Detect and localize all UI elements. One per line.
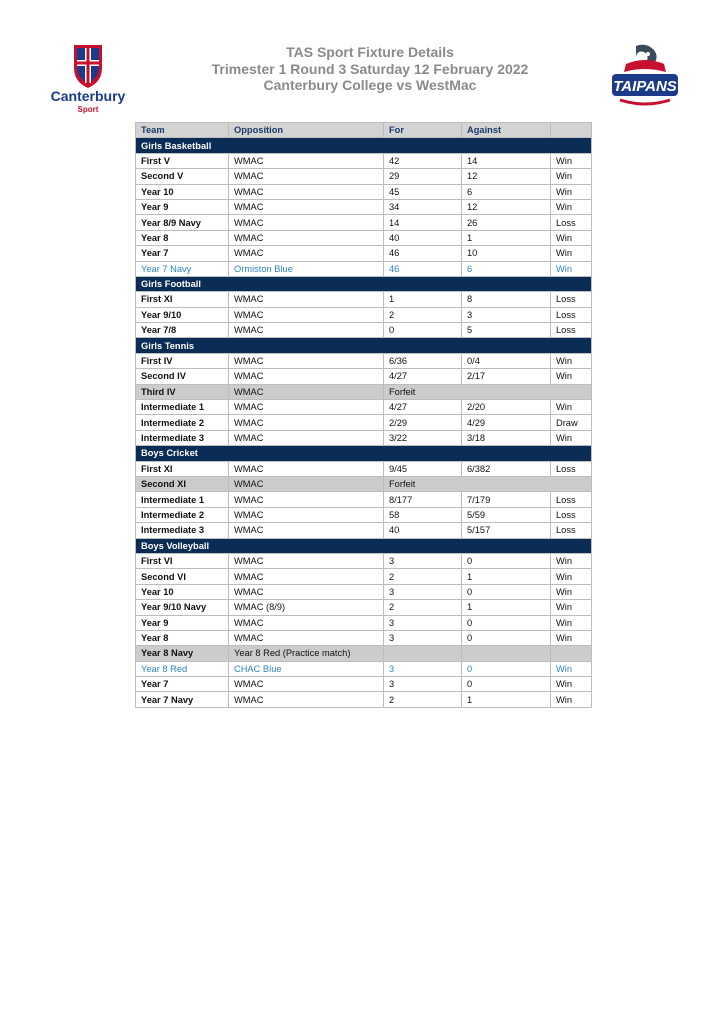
against-cell: 2/20 xyxy=(462,400,551,415)
column-header-result xyxy=(551,123,592,138)
for-cell: 3 xyxy=(384,630,462,645)
for-cell: 8/177 xyxy=(384,492,462,507)
result-cell: Win xyxy=(551,230,592,245)
table-row xyxy=(136,430,592,445)
against-cell: 8 xyxy=(462,292,551,307)
table-row xyxy=(136,323,592,338)
opposition-cell: Ormiston Blue xyxy=(229,261,384,276)
for-cell: 4/27 xyxy=(384,369,462,384)
opposition-cell: WMAC xyxy=(229,692,384,707)
against-cell: 12 xyxy=(462,199,551,214)
opposition-cell: WMAC (8/9) xyxy=(229,600,384,615)
for-cell: 3 xyxy=(384,553,462,568)
against-cell: 1 xyxy=(462,600,551,615)
result-cell: Loss xyxy=(551,523,592,538)
opposition-cell: CHAC Blue xyxy=(229,661,384,676)
round-subtitle: Trimester 1 Round 3 Saturday 12 February 2022 xyxy=(211,60,529,77)
against-cell: 12 xyxy=(462,169,551,184)
logo-left-subtext: Sport xyxy=(77,105,99,114)
table-row xyxy=(136,415,592,430)
against-cell xyxy=(462,646,551,661)
against-cell: 7/179 xyxy=(462,492,551,507)
table-row xyxy=(136,476,592,491)
for-cell: 29 xyxy=(384,169,462,184)
opposition-cell: WMAC xyxy=(229,184,384,199)
opposition-cell: WMAC xyxy=(229,169,384,184)
against-cell: 10 xyxy=(462,246,551,261)
against-cell: 26 xyxy=(462,215,551,230)
opposition-cell: WMAC xyxy=(229,199,384,214)
section-title: Girls Football xyxy=(136,276,592,291)
team-cell: Second XI xyxy=(136,476,229,491)
team-cell: Second VI xyxy=(136,569,229,584)
for-cell: 3 xyxy=(384,584,462,599)
team-cell: Year 7 Navy xyxy=(136,692,229,707)
team-cell: Year 10 xyxy=(136,584,229,599)
team-cell: Year 8 Red xyxy=(136,661,229,676)
against-cell: 0 xyxy=(462,615,551,630)
opposition-cell: WMAC xyxy=(229,353,384,368)
team-cell: Intermediate 1 xyxy=(136,400,229,415)
result-cell: Loss xyxy=(551,215,592,230)
opposition-cell: WMAC xyxy=(229,415,384,430)
against-cell: 14 xyxy=(462,153,551,168)
table-row xyxy=(136,461,592,476)
result-cell: Win xyxy=(551,153,592,168)
section-header-row xyxy=(136,538,592,553)
opposition-cell: WMAC xyxy=(229,630,384,645)
section-header-row xyxy=(136,446,592,461)
team-cell: Second V xyxy=(136,169,229,184)
against-cell: 5 xyxy=(462,323,551,338)
result-cell: Win xyxy=(551,184,592,199)
result-cell: Win xyxy=(551,630,592,645)
against-cell: 3/18 xyxy=(462,430,551,445)
against-cell: 6 xyxy=(462,184,551,199)
section-title: Boys Volleyball xyxy=(136,538,592,553)
table-row xyxy=(136,600,592,615)
column-header-for: For xyxy=(384,123,462,138)
team-cell: Year 9 xyxy=(136,199,229,214)
table-row xyxy=(136,215,592,230)
result-cell: Win xyxy=(551,615,592,630)
team-cell: Year 8 Navy xyxy=(136,646,229,661)
against-cell: 0 xyxy=(462,630,551,645)
opposition-cell: WMAC xyxy=(229,584,384,599)
opposition-cell: WMAC xyxy=(229,553,384,568)
team-cell: Year 7 xyxy=(136,246,229,261)
team-cell: Year 10 xyxy=(136,184,229,199)
table-row xyxy=(136,492,592,507)
team-cell: Year 7 xyxy=(136,677,229,692)
against-cell: 5/59 xyxy=(462,507,551,522)
against-cell: 5/157 xyxy=(462,523,551,538)
team-cell: Year 7 Navy xyxy=(136,261,229,276)
table-row xyxy=(136,507,592,522)
matchup-subtitle: Canterbury College vs WestMac xyxy=(263,77,477,93)
forfeit-note-cell: Forfeit xyxy=(384,384,592,399)
table-row xyxy=(136,677,592,692)
column-header-opposition: Opposition xyxy=(229,123,384,138)
result-cell: Win xyxy=(551,169,592,184)
team-cell: Intermediate 2 xyxy=(136,507,229,522)
canterbury-sport-logo xyxy=(44,42,132,114)
opposition-cell: WMAC xyxy=(229,246,384,261)
opposition-cell: WMAC xyxy=(229,569,384,584)
result-cell: Win xyxy=(551,353,592,368)
team-cell: First XI xyxy=(136,292,229,307)
result-cell: Loss xyxy=(551,323,592,338)
for-cell: 6/36 xyxy=(384,353,462,368)
table-row xyxy=(136,584,592,599)
opposition-cell: WMAC xyxy=(229,215,384,230)
section-title: Boys Cricket xyxy=(136,446,592,461)
table-row xyxy=(136,246,592,261)
opposition-cell: WMAC xyxy=(229,461,384,476)
table-row xyxy=(136,646,592,661)
result-cell: Win xyxy=(551,400,592,415)
table-row xyxy=(136,261,592,276)
team-cell: Intermediate 3 xyxy=(136,430,229,445)
against-cell: 3 xyxy=(462,307,551,322)
for-cell: 34 xyxy=(384,199,462,214)
opposition-cell: WMAC xyxy=(229,507,384,522)
for-cell: 2 xyxy=(384,307,462,322)
team-cell: Year 8/9 Navy xyxy=(136,215,229,230)
for-cell: 14 xyxy=(384,215,462,230)
result-cell: Win xyxy=(551,677,592,692)
opposition-cell: WMAC xyxy=(229,523,384,538)
opposition-cell: WMAC xyxy=(229,369,384,384)
result-cell: Win xyxy=(551,584,592,599)
against-cell: 0 xyxy=(462,553,551,568)
for-cell: 46 xyxy=(384,261,462,276)
opposition-cell: WMAC xyxy=(229,430,384,445)
opposition-cell: WMAC xyxy=(229,153,384,168)
table-row xyxy=(136,384,592,399)
table-row xyxy=(136,307,592,322)
against-cell: 1 xyxy=(462,230,551,245)
result-cell: Win xyxy=(551,369,592,384)
result-cell: Loss xyxy=(551,461,592,476)
team-cell: Intermediate 3 xyxy=(136,523,229,538)
opposition-cell: WMAC xyxy=(229,384,384,399)
opposition-cell: WMAC xyxy=(229,615,384,630)
fixture-table xyxy=(135,122,592,708)
result-cell: Win xyxy=(551,600,592,615)
for-cell: 3 xyxy=(384,677,462,692)
opposition-cell: WMAC xyxy=(229,476,384,491)
for-cell: 2 xyxy=(384,692,462,707)
for-cell: 2/29 xyxy=(384,415,462,430)
table-body xyxy=(136,138,592,707)
table-row xyxy=(136,400,592,415)
for-cell: 3 xyxy=(384,615,462,630)
table-row xyxy=(136,230,592,245)
team-cell: First XI xyxy=(136,461,229,476)
section-header-row xyxy=(136,276,592,291)
table-row xyxy=(136,692,592,707)
against-cell: 0 xyxy=(462,584,551,599)
team-cell: Year 9/10 xyxy=(136,307,229,322)
team-cell: First VI xyxy=(136,553,229,568)
team-cell: Year 9 xyxy=(136,615,229,630)
for-cell xyxy=(384,646,462,661)
for-cell: 58 xyxy=(384,507,462,522)
table-row xyxy=(136,630,592,645)
result-cell: Loss xyxy=(551,292,592,307)
table-row xyxy=(136,169,592,184)
logo-right-text: TAIPANS xyxy=(613,78,677,95)
result-cell: Win xyxy=(551,553,592,568)
team-cell: Year 8 xyxy=(136,230,229,245)
section-title: Girls Tennis xyxy=(136,338,592,353)
against-cell: 0 xyxy=(462,677,551,692)
team-cell: Intermediate 1 xyxy=(136,492,229,507)
team-cell: Year 9/10 Navy xyxy=(136,600,229,615)
result-cell: Win xyxy=(551,199,592,214)
against-cell: 2/17 xyxy=(462,369,551,384)
table-row xyxy=(136,292,592,307)
result-cell: Draw xyxy=(551,415,592,430)
team-cell: Year 8 xyxy=(136,630,229,645)
for-cell: 2 xyxy=(384,569,462,584)
against-cell: 0/4 xyxy=(462,353,551,368)
result-cell: Loss xyxy=(551,507,592,522)
logo-left-text: Canterbury xyxy=(50,88,126,104)
opposition-cell: WMAC xyxy=(229,677,384,692)
against-cell: 1 xyxy=(462,692,551,707)
opposition-cell: WMAC xyxy=(229,230,384,245)
table-row xyxy=(136,553,592,568)
result-cell: Loss xyxy=(551,307,592,322)
against-cell: 0 xyxy=(462,661,551,676)
opposition-cell: WMAC xyxy=(229,323,384,338)
for-cell: 4/27 xyxy=(384,400,462,415)
table-row xyxy=(136,184,592,199)
for-cell: 40 xyxy=(384,230,462,245)
result-cell: Win xyxy=(551,246,592,261)
table-row xyxy=(136,615,592,630)
for-cell: 45 xyxy=(384,184,462,199)
table-row xyxy=(136,353,592,368)
against-cell: 1 xyxy=(462,569,551,584)
result-cell: Win xyxy=(551,661,592,676)
team-cell: First IV xyxy=(136,353,229,368)
against-cell: 6/382 xyxy=(462,461,551,476)
column-header-against: Against xyxy=(462,123,551,138)
for-cell: 46 xyxy=(384,246,462,261)
team-cell: Year 7/8 xyxy=(136,323,229,338)
taipans-logo xyxy=(606,42,684,110)
result-cell: Loss xyxy=(551,492,592,507)
result-cell: Win xyxy=(551,430,592,445)
opposition-cell: WMAC xyxy=(229,292,384,307)
against-cell: 6 xyxy=(462,261,551,276)
team-cell: Second IV xyxy=(136,369,229,384)
table-header-row xyxy=(136,123,592,138)
page-header xyxy=(170,44,570,94)
table-row xyxy=(136,199,592,214)
for-cell: 3/22 xyxy=(384,430,462,445)
for-cell: 40 xyxy=(384,523,462,538)
table-row xyxy=(136,661,592,676)
result-cell: Win xyxy=(551,569,592,584)
for-cell: 0 xyxy=(384,323,462,338)
opposition-cell: Year 8 Red (Practice match) xyxy=(229,646,384,661)
against-cell: 4/29 xyxy=(462,415,551,430)
section-header-row xyxy=(136,338,592,353)
table-row xyxy=(136,523,592,538)
table-row xyxy=(136,153,592,168)
result-cell xyxy=(551,646,592,661)
opposition-cell: WMAC xyxy=(229,400,384,415)
forfeit-note-cell: Forfeit xyxy=(384,476,592,491)
result-cell: Win xyxy=(551,261,592,276)
column-header-team: Team xyxy=(136,123,229,138)
team-cell: Intermediate 2 xyxy=(136,415,229,430)
page-title: TAS Sport Fixture Details xyxy=(286,44,454,60)
section-header-row xyxy=(136,138,592,153)
team-cell: Third IV xyxy=(136,384,229,399)
team-cell: First V xyxy=(136,153,229,168)
result-cell: Win xyxy=(551,692,592,707)
table-row xyxy=(136,569,592,584)
table-row xyxy=(136,369,592,384)
for-cell: 3 xyxy=(384,661,462,676)
for-cell: 9/45 xyxy=(384,461,462,476)
for-cell: 1 xyxy=(384,292,462,307)
section-title: Girls Basketball xyxy=(136,138,592,153)
for-cell: 2 xyxy=(384,600,462,615)
opposition-cell: WMAC xyxy=(229,307,384,322)
opposition-cell: WMAC xyxy=(229,492,384,507)
for-cell: 42 xyxy=(384,153,462,168)
